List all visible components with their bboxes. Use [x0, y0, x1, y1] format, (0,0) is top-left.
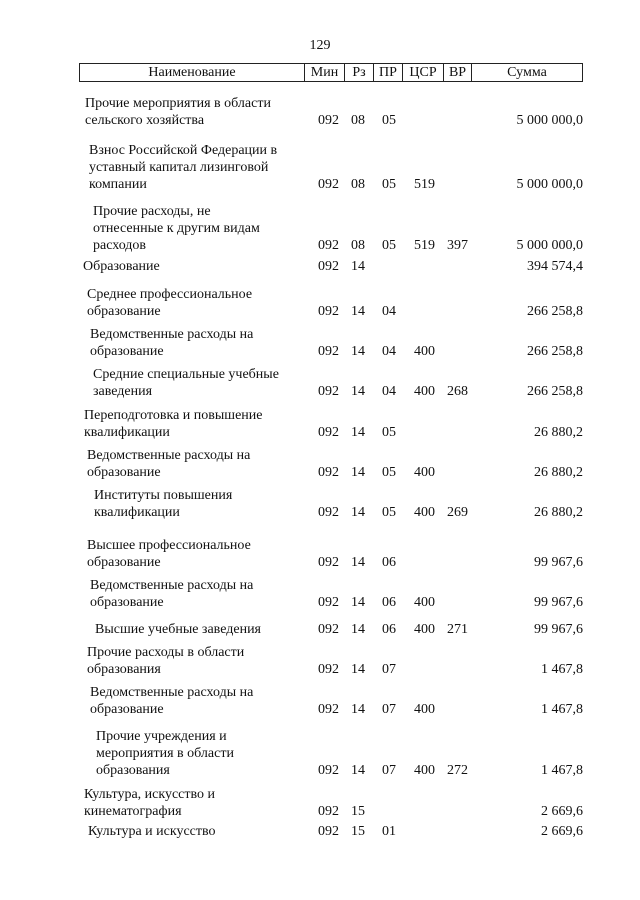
cell-min: 092: [318, 555, 339, 570]
cell-sum: 266 258,8: [527, 384, 583, 399]
cell-sum: 2 669,6: [541, 824, 583, 839]
cell-pr: 05: [382, 238, 396, 253]
cell-min: 092: [318, 113, 339, 128]
cell-min: 092: [318, 344, 339, 359]
cell-min: 092: [318, 259, 339, 274]
cell-sum: 394 574,4: [527, 259, 583, 274]
cell-min: 092: [318, 505, 339, 520]
cell-vr: 269: [447, 505, 468, 520]
cell-pr: 05: [382, 177, 396, 192]
cell-name: Среднее профессиональное образование: [87, 287, 253, 319]
cell-sum: 5 000 000,0: [516, 113, 583, 128]
cell-name: Ведомственные расходы на образование: [90, 578, 254, 610]
cell-min: 092: [318, 465, 339, 480]
cell-min: 092: [318, 804, 339, 819]
cell-sum: 266 258,8: [527, 344, 583, 359]
cell-pr: 01: [382, 824, 396, 839]
cell-rz: 14: [351, 622, 365, 637]
cell-name: Институты повышения квалификации: [94, 488, 233, 520]
cell-vr: 268: [447, 384, 468, 399]
cell-min: 092: [318, 622, 339, 637]
cell-name: Переподготовка и повышение квалификации: [84, 408, 263, 440]
cell-min: 092: [318, 304, 339, 319]
cell-name: Ведомственные расходы на образование: [90, 327, 254, 359]
cell-sum: 5 000 000,0: [516, 238, 583, 253]
cell-rz: 14: [351, 702, 365, 717]
cell-pr: 05: [382, 465, 396, 480]
cell-vr: 397: [447, 238, 468, 253]
cell-name: Культура и искусство: [88, 824, 216, 839]
cell-sum: 26 880,2: [534, 425, 583, 440]
cell-csr: 400: [414, 763, 435, 778]
cell-csr: 400: [414, 344, 435, 359]
cell-min: 092: [318, 238, 339, 253]
cell-pr: 07: [382, 763, 396, 778]
cell-name: Культура, искусство и кинематография: [84, 787, 216, 819]
header-min: Мин: [304, 64, 344, 81]
cell-min: 092: [318, 384, 339, 399]
header-rz: Рз: [344, 64, 373, 81]
cell-min: 092: [318, 177, 339, 192]
cell-pr: 07: [382, 662, 396, 677]
cell-min: 092: [318, 763, 339, 778]
cell-csr: 400: [414, 595, 435, 610]
cell-name: Высшие учебные заведения: [95, 622, 261, 637]
cell-vr: 271: [447, 622, 468, 637]
cell-pr: 04: [382, 304, 396, 319]
cell-name: Взнос Российской Федерации в уставный капитал лизинговой компании: [89, 143, 278, 192]
cell-pr: 05: [382, 505, 396, 520]
cell-name: Прочие учреждения и мероприятия в области образования: [96, 729, 234, 778]
cell-sum: 26 880,2: [534, 505, 583, 520]
cell-rz: 14: [351, 662, 365, 677]
cell-pr: 07: [382, 702, 396, 717]
cell-pr: 05: [382, 113, 396, 128]
cell-csr: 400: [414, 384, 435, 399]
cell-csr: 519: [414, 238, 435, 253]
header-csr: ЦСР: [402, 64, 443, 81]
cell-sum: 266 258,8: [527, 304, 583, 319]
cell-rz: 08: [351, 238, 365, 253]
cell-rz: 14: [351, 505, 365, 520]
cell-name: Высшее профессиональное образование: [87, 538, 251, 570]
cell-rz: 14: [351, 259, 365, 274]
cell-name: Ведомственные расходы на образование: [90, 685, 254, 717]
page-number: 129: [309, 38, 331, 53]
cell-csr: 519: [414, 177, 435, 192]
cell-name: Ведомственные расходы на образование: [87, 448, 251, 480]
cell-vr: 272: [447, 763, 468, 778]
cell-rz: 14: [351, 384, 365, 399]
cell-rz: 08: [351, 113, 365, 128]
cell-sum: 99 967,6: [534, 555, 583, 570]
header-vr: ВР: [443, 64, 471, 81]
cell-min: 092: [318, 425, 339, 440]
header-pr: ПР: [373, 64, 402, 81]
header-name: Наименование: [148, 65, 236, 80]
cell-pr: 04: [382, 344, 396, 359]
cell-sum: 26 880,2: [534, 465, 583, 480]
cell-rz: 14: [351, 595, 365, 610]
cell-name: Прочие расходы, не отнесенные к другим видам расходов: [93, 204, 260, 253]
cell-csr: 400: [414, 622, 435, 637]
cell-sum: 99 967,6: [534, 595, 583, 610]
cell-pr: 05: [382, 425, 396, 440]
cell-rz: 15: [351, 824, 365, 839]
cell-min: 092: [318, 824, 339, 839]
cell-rz: 14: [351, 425, 365, 440]
cell-name: Образование: [83, 259, 160, 274]
cell-pr: 04: [382, 384, 396, 399]
header-sum: Сумма: [471, 64, 582, 81]
cell-csr: 400: [414, 702, 435, 717]
cell-name: Средние специальные учебные заведения: [93, 367, 279, 399]
cell-min: 092: [318, 702, 339, 717]
cell-csr: 400: [414, 465, 435, 480]
cell-csr: 400: [414, 505, 435, 520]
cell-sum: 5 000 000,0: [516, 177, 583, 192]
cell-rz: 08: [351, 177, 365, 192]
cell-pr: 06: [382, 555, 396, 570]
cell-sum: 99 967,6: [534, 622, 583, 637]
cell-rz: 14: [351, 344, 365, 359]
cell-name: Прочие мероприятия в области сельского хозяйства: [85, 96, 271, 128]
cell-sum: 1 467,8: [541, 662, 583, 677]
cell-rz: 14: [351, 304, 365, 319]
cell-sum: 2 669,6: [541, 804, 583, 819]
cell-sum: 1 467,8: [541, 763, 583, 778]
cell-name: Прочие расходы в области образования: [87, 645, 245, 677]
cell-pr: 06: [382, 595, 396, 610]
cell-rz: 14: [351, 555, 365, 570]
cell-min: 092: [318, 595, 339, 610]
cell-pr: 06: [382, 622, 396, 637]
cell-sum: 1 467,8: [541, 702, 583, 717]
cell-rz: 14: [351, 465, 365, 480]
cell-min: 092: [318, 662, 339, 677]
cell-rz: 14: [351, 763, 365, 778]
cell-rz: 15: [351, 804, 365, 819]
